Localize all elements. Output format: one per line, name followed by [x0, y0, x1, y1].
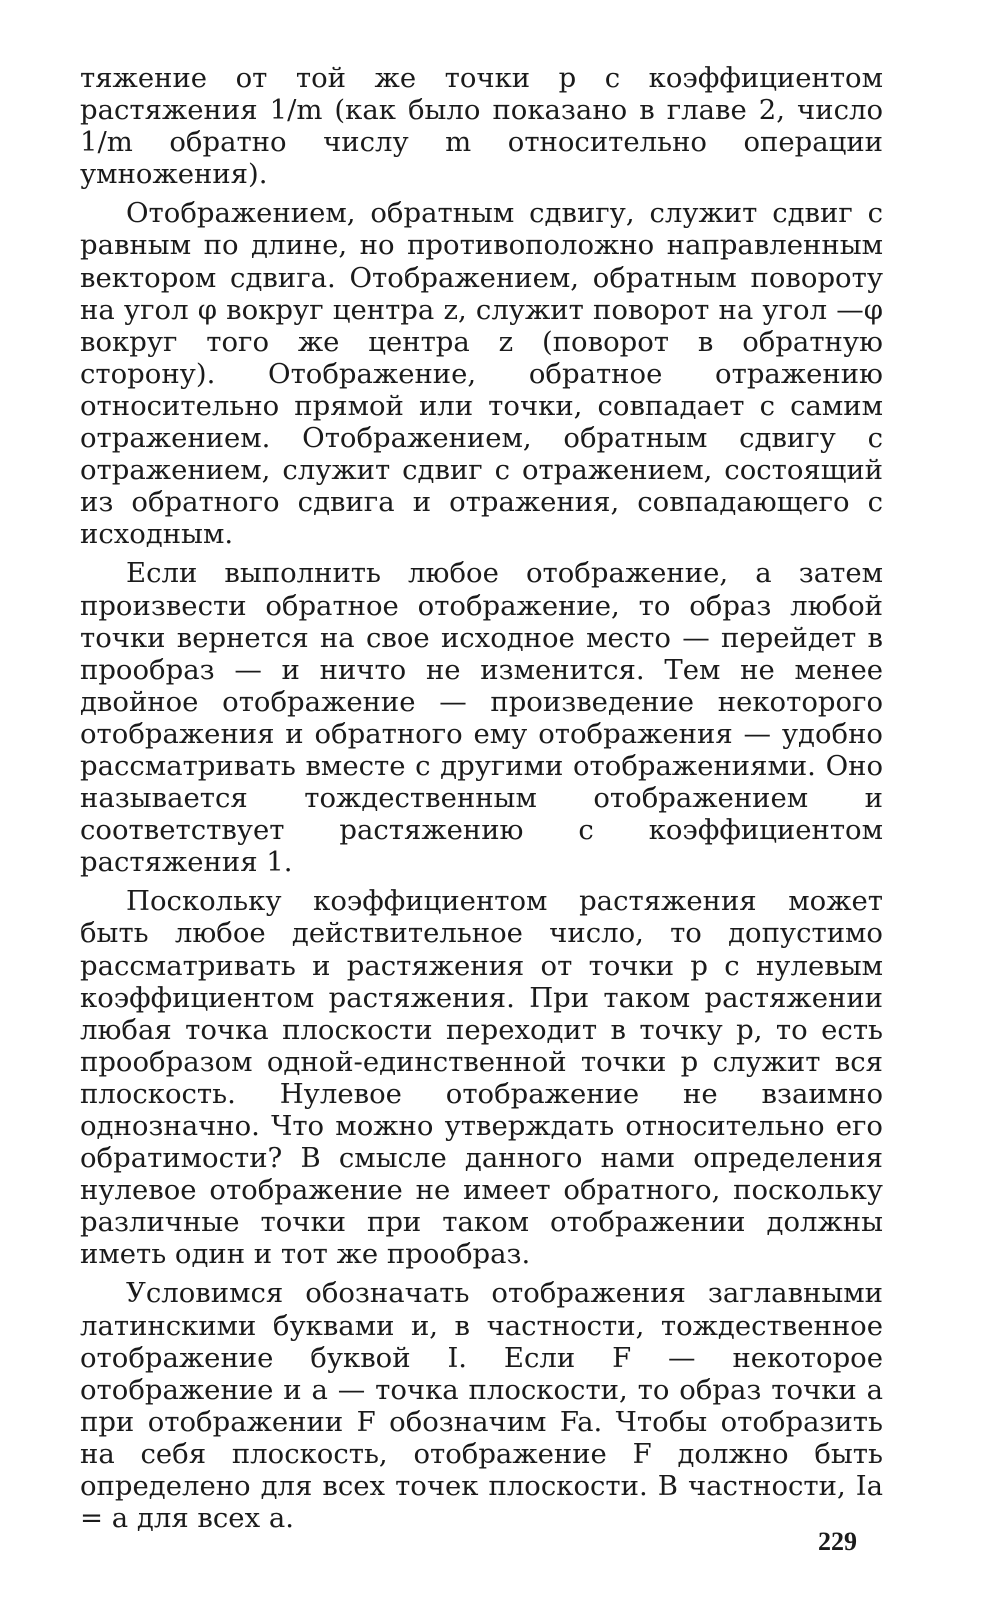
page-number: 229 [818, 1527, 857, 1556]
paragraph-5: Условимся обозначать отображения заглавными латинскими буквами и, в частности, тождественное отображение буквой I. Если F — некоторое отображение и a — точка плоскости, то образ точки a при отображении F обозначим Fa. Чтобы отобразить на себя плоскость, отображение F должно быть определено для всех точек плоскости. В частности, Ia = a для всех a. [80, 1277, 883, 1535]
paragraph-1: тяжение от той же точки p с коэффициентом растяжения 1/m (как было показано в главе 2, число 1/m обратно числу m относительно операции умножения). [80, 62, 883, 191]
paragraph-2: Отображением, обратным сдвигу, служит сдвиг с равным по длине, но противоположно направленным вектором сдвига. Отображением, обратным повороту на угол φ вокруг центра z, служит поворот на угол —φ вокруг того же центра z (поворот в обратную сторону). Отображение, обратное отражению относительно прямой или точки, совпадает с самим отражением. Отображением, обратным сдвигу с отражением, служит сдвиг с отражением, состоящий из обратного сдвига и отражения, совпадающего с исходным. [80, 197, 883, 551]
paragraph-3: Если выполнить любое отображение, а затем произвести обратное отображение, то образ любой точки вернется на свое исходное место — перейдет в прообраз — и ничто не изменится. Тем не менее двойное отображение — произведение некоторого отображения и обратного ему отображения — удобно рассматривать вместе с другими отображениями. Оно называется тождественным отображением и соответствует растяжению с коэффициентом растяжения 1. [80, 557, 883, 879]
page-body [80, 62, 883, 1534]
paragraph-4: Поскольку коэффициентом растяжения может быть любое действительное число, то допустимо рассматривать и растяжения от точки p с нулевым коэффициентом растяжения. При таком растяжении любая точка плоскости переходит в точку p, то есть прообразом одной-единственной точки p служит вся плоскость. Нулевое отображение не взаимно однозначно. Что можно утверждать относительно его обратимости? В смысле данного нами определения нулевое отображение не имеет обратного, поскольку различные точки при таком отображении должны иметь один и тот же прообраз. [80, 885, 883, 1271]
